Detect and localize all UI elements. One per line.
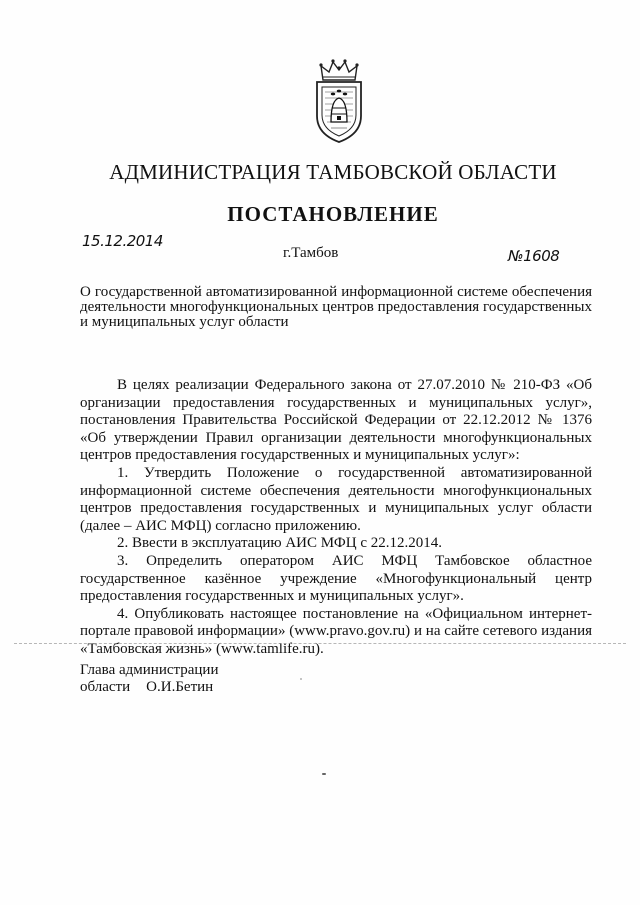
document-body bbox=[80, 377, 592, 659]
document-date: 15.12.2014 bbox=[82, 232, 163, 250]
signature-block bbox=[80, 662, 218, 696]
scan-speck bbox=[322, 773, 326, 775]
signatory-region: области bbox=[80, 679, 131, 695]
document-number: №1608 bbox=[508, 247, 560, 265]
organization-title: АДМИНИСТРАЦИЯ ТАМБОВСКОЙ ОБЛАСТИ bbox=[109, 160, 557, 184]
scan-divider-line bbox=[14, 643, 626, 644]
document-subject: О государственной автоматизированной информационной системе обеспечения деятельности многофункциональных центров предоставления государственных и муниципальных услуг области bbox=[80, 284, 592, 330]
coat-of-arms-icon bbox=[303, 58, 375, 144]
document-type-title: ПОСТАНОВЛЕНИЕ bbox=[227, 202, 439, 226]
signatory-name: О.И.Бетин bbox=[146, 679, 214, 695]
item-paragraph: 3. Определить оператором АИС МФЦ Тамбовское областное государственное казённое учреждение «Многофункциональный центр предоставления государственных и муниципальных услуг». bbox=[80, 552, 592, 605]
preamble-paragraph: В целях реализации Федерального закона от 27.07.2010 № 210-ФЗ «Об организации предоставления государственных и муниципальных услуг», постановления Правительства Российской Федерации от 22.12.2012 № 1376 «Об утверждении Правил организации деятельности многофункциональных центров предоставления государственных и муниципальных услуг»: bbox=[80, 377, 592, 464]
document-city: г.Тамбов bbox=[283, 245, 339, 261]
item-paragraph: 4. Опубликовать настоящее постановление на «Официальном интернет-портале правовой информации» (www.pravo.gov.ru) и на сайте сетевого издания «Тамбовская жизнь» (www.tamlife.ru). bbox=[80, 605, 592, 657]
signatory-position-line2 bbox=[80, 679, 218, 696]
item-paragraph: 2. Ввести в эксплуатацию АИС МФЦ с 22.12.2014. bbox=[117, 535, 443, 552]
signatory-position: Глава администрации bbox=[80, 662, 219, 678]
item-paragraph: 1. Утвердить Положение о государственной автоматизированной информационной системе обеспечения деятельности многофункциональных центров предоставления государственных и муниципальных услуг области (далее – АИС МФЦ) согласно приложению. bbox=[80, 464, 592, 534]
scan-speck bbox=[300, 678, 302, 680]
